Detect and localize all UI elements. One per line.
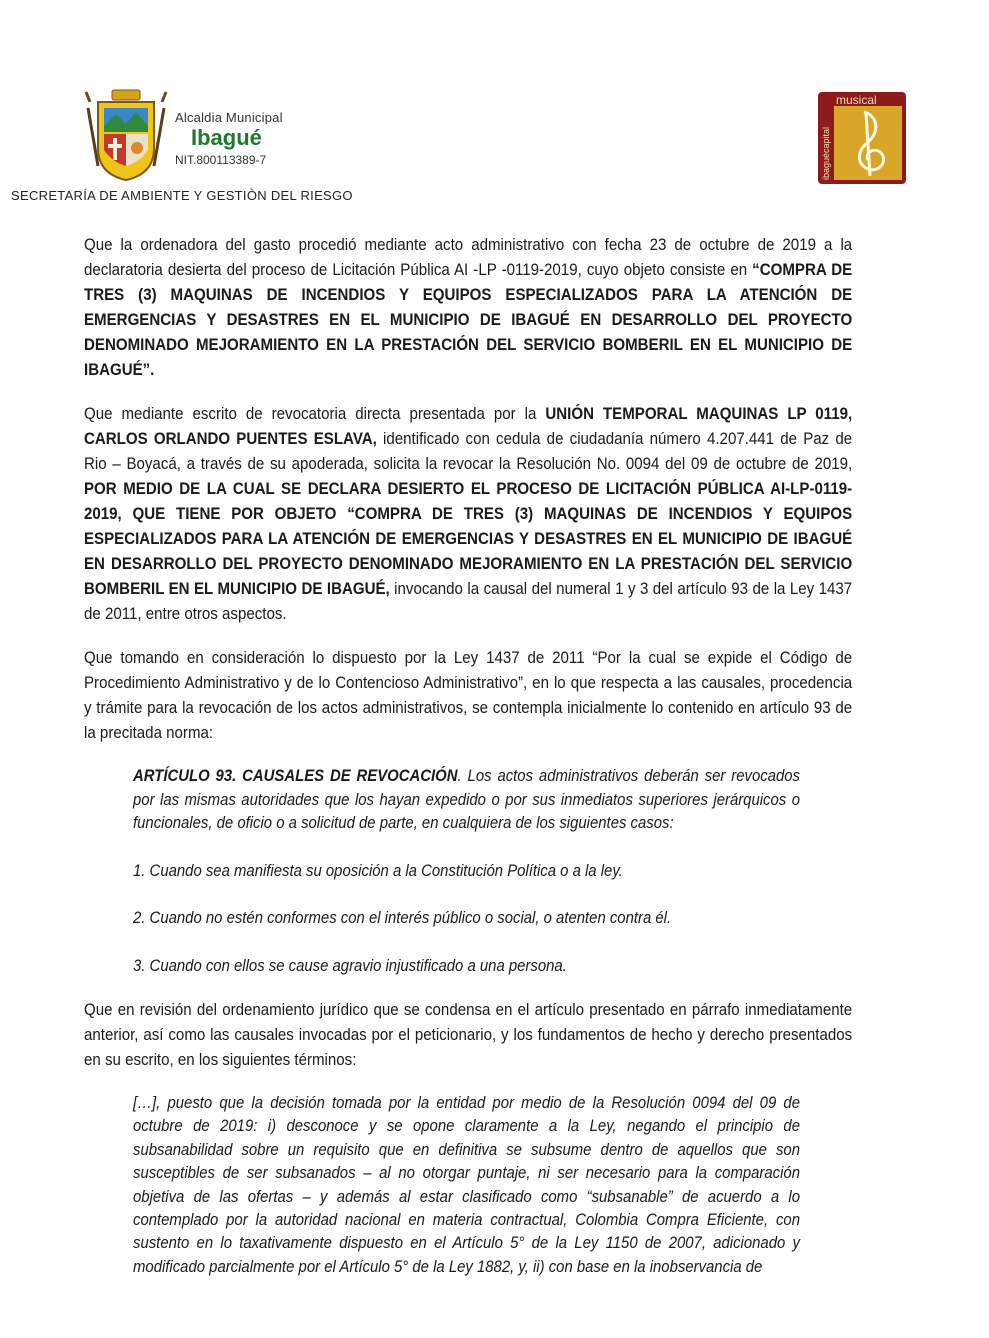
document-body (84, 233, 852, 1279)
secretaria-heading: SECRETARÍA DE AMBIENTE Y GESTIÒN DEL RIESGO (11, 188, 353, 203)
org-nit: NIT.800113389-7 (175, 153, 267, 167)
svg-text:musical: musical (836, 93, 877, 107)
article-93-quote (133, 765, 800, 978)
svg-text:ibaguécapital: ibaguécapital (821, 126, 831, 180)
org-line-ibague: Ibagué (191, 125, 262, 150)
paragraph-revision: Que en revisión del ordenamiento jurídico que se condensa en el artículo presentado en párrafo inmediatamente anterior, así como las causales invocadas por el peticionario, y los fundamentos de hecho y derecho presentados en su escrito, en los siguientes términos: (84, 1001, 853, 1069)
article-93-text (133, 765, 800, 836)
paragraph-bold-text: UNIÓN TEMPORAL MAQUINAS LP 0119, CARLOS ORLANDO PUENTES ESLAVA, (84, 405, 853, 448)
paragraph-text: invocando la causal del numeral 1 y 3 del artículo 93 de la Ley 1437 de 2011, entre otros aspectos. (84, 580, 853, 623)
petitioner-quote (133, 1092, 800, 1279)
org-name-block (175, 110, 283, 167)
ibague-capital-musical-logo (818, 92, 906, 184)
article-case-1: 1. Cuando sea manifiesta su oposición a la Constitución Política o a la ley. (133, 861, 623, 880)
paragraph-text: Que mediante escrito de revocatoria directa presentada por la (84, 405, 546, 423)
article-93-title: ARTÍCULO 93. CAUSALES DE REVOCACIÓN (133, 767, 458, 785)
paragraph-text: Que la ordenadora del gasto procedió mediante acto administrativo con fecha 23 de octubre de 2019 a la declaratoria desierta del proceso de Licitación Pública AI -LP -0119-2019, cuyo objeto consiste en (84, 236, 853, 279)
paragraph-text: identificado con cedula de ciudadanía número 4.207.441 de Paz de Rio – Boyacá, a través de su apoderada, solicita la revocar la Resolución No. 0094 del 09 de octubre de 2019, (84, 430, 853, 473)
ibague-coat-of-arms-logo (84, 88, 168, 184)
article-case-3: 3. Cuando con ellos se cause agravio injustificado a una persona. (133, 956, 567, 975)
paragraph-bold-text: POR MEDIO DE LA CUAL SE DECLARA DESIERTO EL PROCESO DE LICITACIÓN PÚBLICA AI-LP-0119-2019, QUE TIENE POR OBJETO “COMPRA DE TRES (3) MAQUINAS DE INCENDIOS Y EQUIPOS ESPECIALIZADOS PARA LA ATENCIÓN DE EMERGENCIAS Y DESASTRES EN EL MUNICIPIO DE IBAGUÉ EN DESARROLLO DEL PROYECTO DENOMINADO MEJORAMIENTO EN LA PRESTACIÓN DEL SERVICIO BOMBERIL EN EL MUNICIPIO DE IBAGUÉ, (84, 480, 853, 598)
paragraph-revocatoria (84, 402, 852, 627)
paragraph-bold-text: “COMPRA DE TRES (3) MAQUINAS DE INCENDIOS Y EQUIPOS ESPECIALIZADOS PARA LA ATENCIÓN DE EMERGENCIAS Y DESASTRES EN EL MUNICIPIO DE IBAGUÉ EN DESARROLLO DEL PROYECTO DENOMINADO MEJORAMIENTO EN LA PRESTACIÓN DEL SERVICIO BOMBERIL EN EL MUNICIPIO DE IBAGUÉ”. (84, 261, 853, 379)
org-line-alcaldia: Alcaldia Municipal (175, 110, 283, 125)
petitioner-quote-text: […], puesto que la decisión tomada por la entidad por medio de la Resolución 0094 del 09 de octubre de 2019: i) desconoce y se opone claramente a la Ley, negando el principio de subsanabilidad sobre un requisito que en definitiva se subsume dentro de aquellos que son susceptibles de ser subsanados – al no otorgar puntaje, ni ser necesario para la comparación objetiva de las ofertas – y además al estar clasificado como “subsanable” de acuerdo a lo contemplado por la autoridad nacional en materia contractual, Colombia Compra Eficiente, con sustento en lo taxativamente dispuesto en el Artículo 5° de la Ley 1150 de 2007, adicionado y modificado parcialmente por el Artículo 5° de la Ley 1882, y, ii) con base en la inobservancia de (133, 1094, 800, 1276)
article-93-body: . Los actos administrativos deberán ser revocados por las mismas autoridades que los hayan expedido o por sus inmediatos superiores jerárquicos o funcionales, de oficio o a solicitud de parte, en cualquiera de los siguientes casos: (133, 767, 800, 832)
paragraph-declaratoria (84, 233, 852, 383)
paragraph-ley-1437: Que tomando en consideración lo dispuesto por la Ley 1437 de 2011 “Por la cual se expide el Código de Procedimiento Administrativo y de lo Contencioso Administrativo”, en lo que respecta a las causales, procedencia y trámite para la revocación de los actos administrativos, se contempla inicialmente lo contenido en artículo 93 de la precitada norma: (84, 649, 853, 742)
document-header (0, 0, 989, 210)
article-case-2: 2. Cuando no estén conformes con el interés público o social, o atenten contra él. (133, 909, 672, 927)
